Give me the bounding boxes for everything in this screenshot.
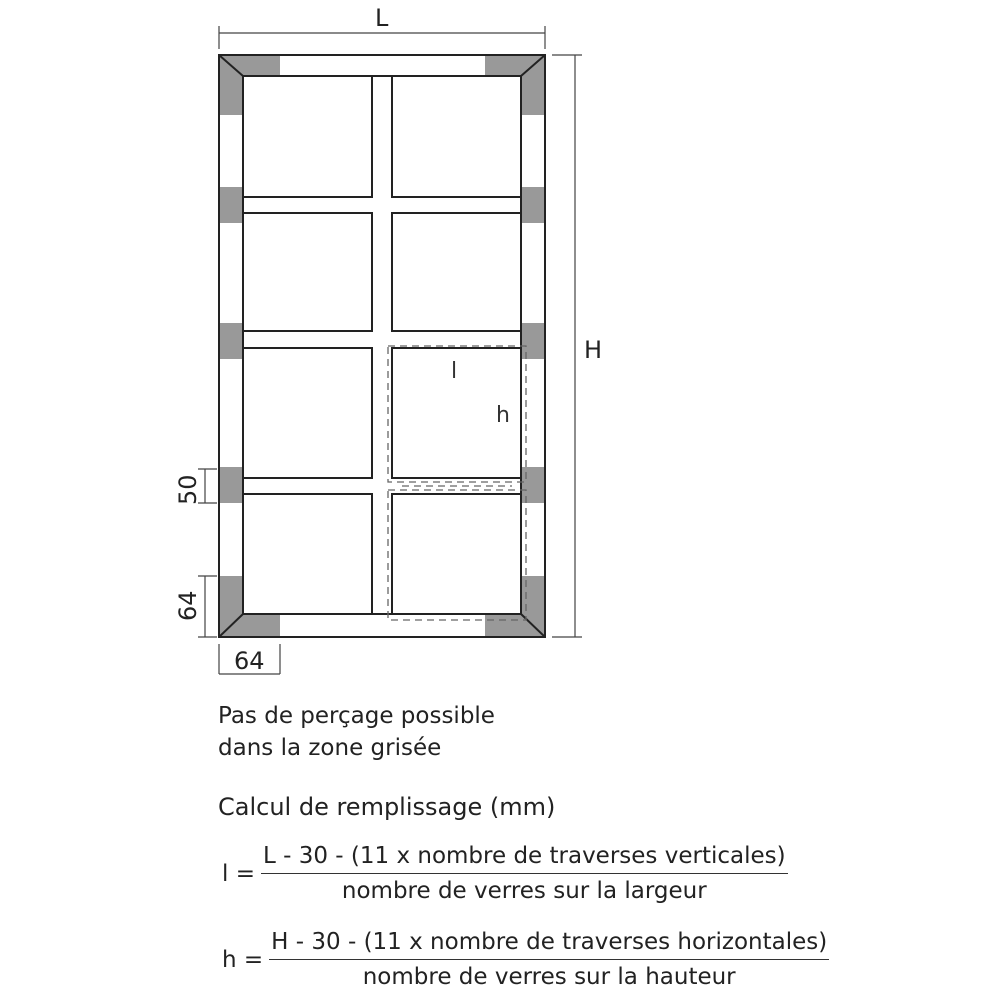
pane bbox=[243, 76, 372, 197]
height-formula bbox=[222, 929, 829, 990]
width-formula-denominator: nombre de verres sur la largeur bbox=[341, 878, 707, 904]
width-formula bbox=[222, 843, 788, 904]
height-formula-fraction bbox=[269, 929, 829, 990]
height-formula-numerator: H - 30 - (11 x nombre de traverses horizontales) bbox=[269, 929, 829, 960]
width-formula-fraction bbox=[261, 843, 788, 904]
side-zone-left-3 bbox=[219, 467, 243, 503]
width-formula-numerator: L - 30 - (11 x nombre de traverses verticales) bbox=[261, 843, 788, 874]
pane bbox=[243, 348, 372, 478]
width-label: L bbox=[375, 4, 389, 32]
height-dimension bbox=[552, 55, 582, 637]
height-label: H bbox=[584, 336, 603, 364]
side-zone-right-3 bbox=[521, 467, 545, 503]
glass-panes bbox=[243, 76, 521, 614]
pane bbox=[392, 494, 521, 614]
height-formula-lhs: h = bbox=[222, 946, 264, 973]
corner-width-label: 64 bbox=[234, 647, 265, 675]
side-zone-left-2 bbox=[219, 323, 243, 359]
glass-height-label: h bbox=[496, 403, 510, 428]
side-zone-right-1 bbox=[521, 187, 545, 223]
corner-height-label: 64 bbox=[174, 590, 202, 621]
pane bbox=[243, 213, 372, 331]
height-formula-denominator: nombre de verres sur la hauteur bbox=[362, 964, 736, 990]
rail-width-label: 50 bbox=[174, 474, 202, 505]
width-formula-lhs: l = bbox=[222, 860, 255, 887]
pane bbox=[392, 213, 521, 331]
pane bbox=[243, 494, 372, 614]
no-drill-note-line2: dans la zone grisée bbox=[218, 735, 442, 761]
side-zone-left-1 bbox=[219, 187, 243, 223]
pane bbox=[392, 76, 521, 197]
glass-width-label: l bbox=[451, 359, 458, 384]
side-zone-right-2 bbox=[521, 323, 545, 359]
calculation-title: Calcul de remplissage (mm) bbox=[218, 793, 556, 821]
no-drill-note-line1: Pas de perçage possible bbox=[218, 703, 495, 729]
